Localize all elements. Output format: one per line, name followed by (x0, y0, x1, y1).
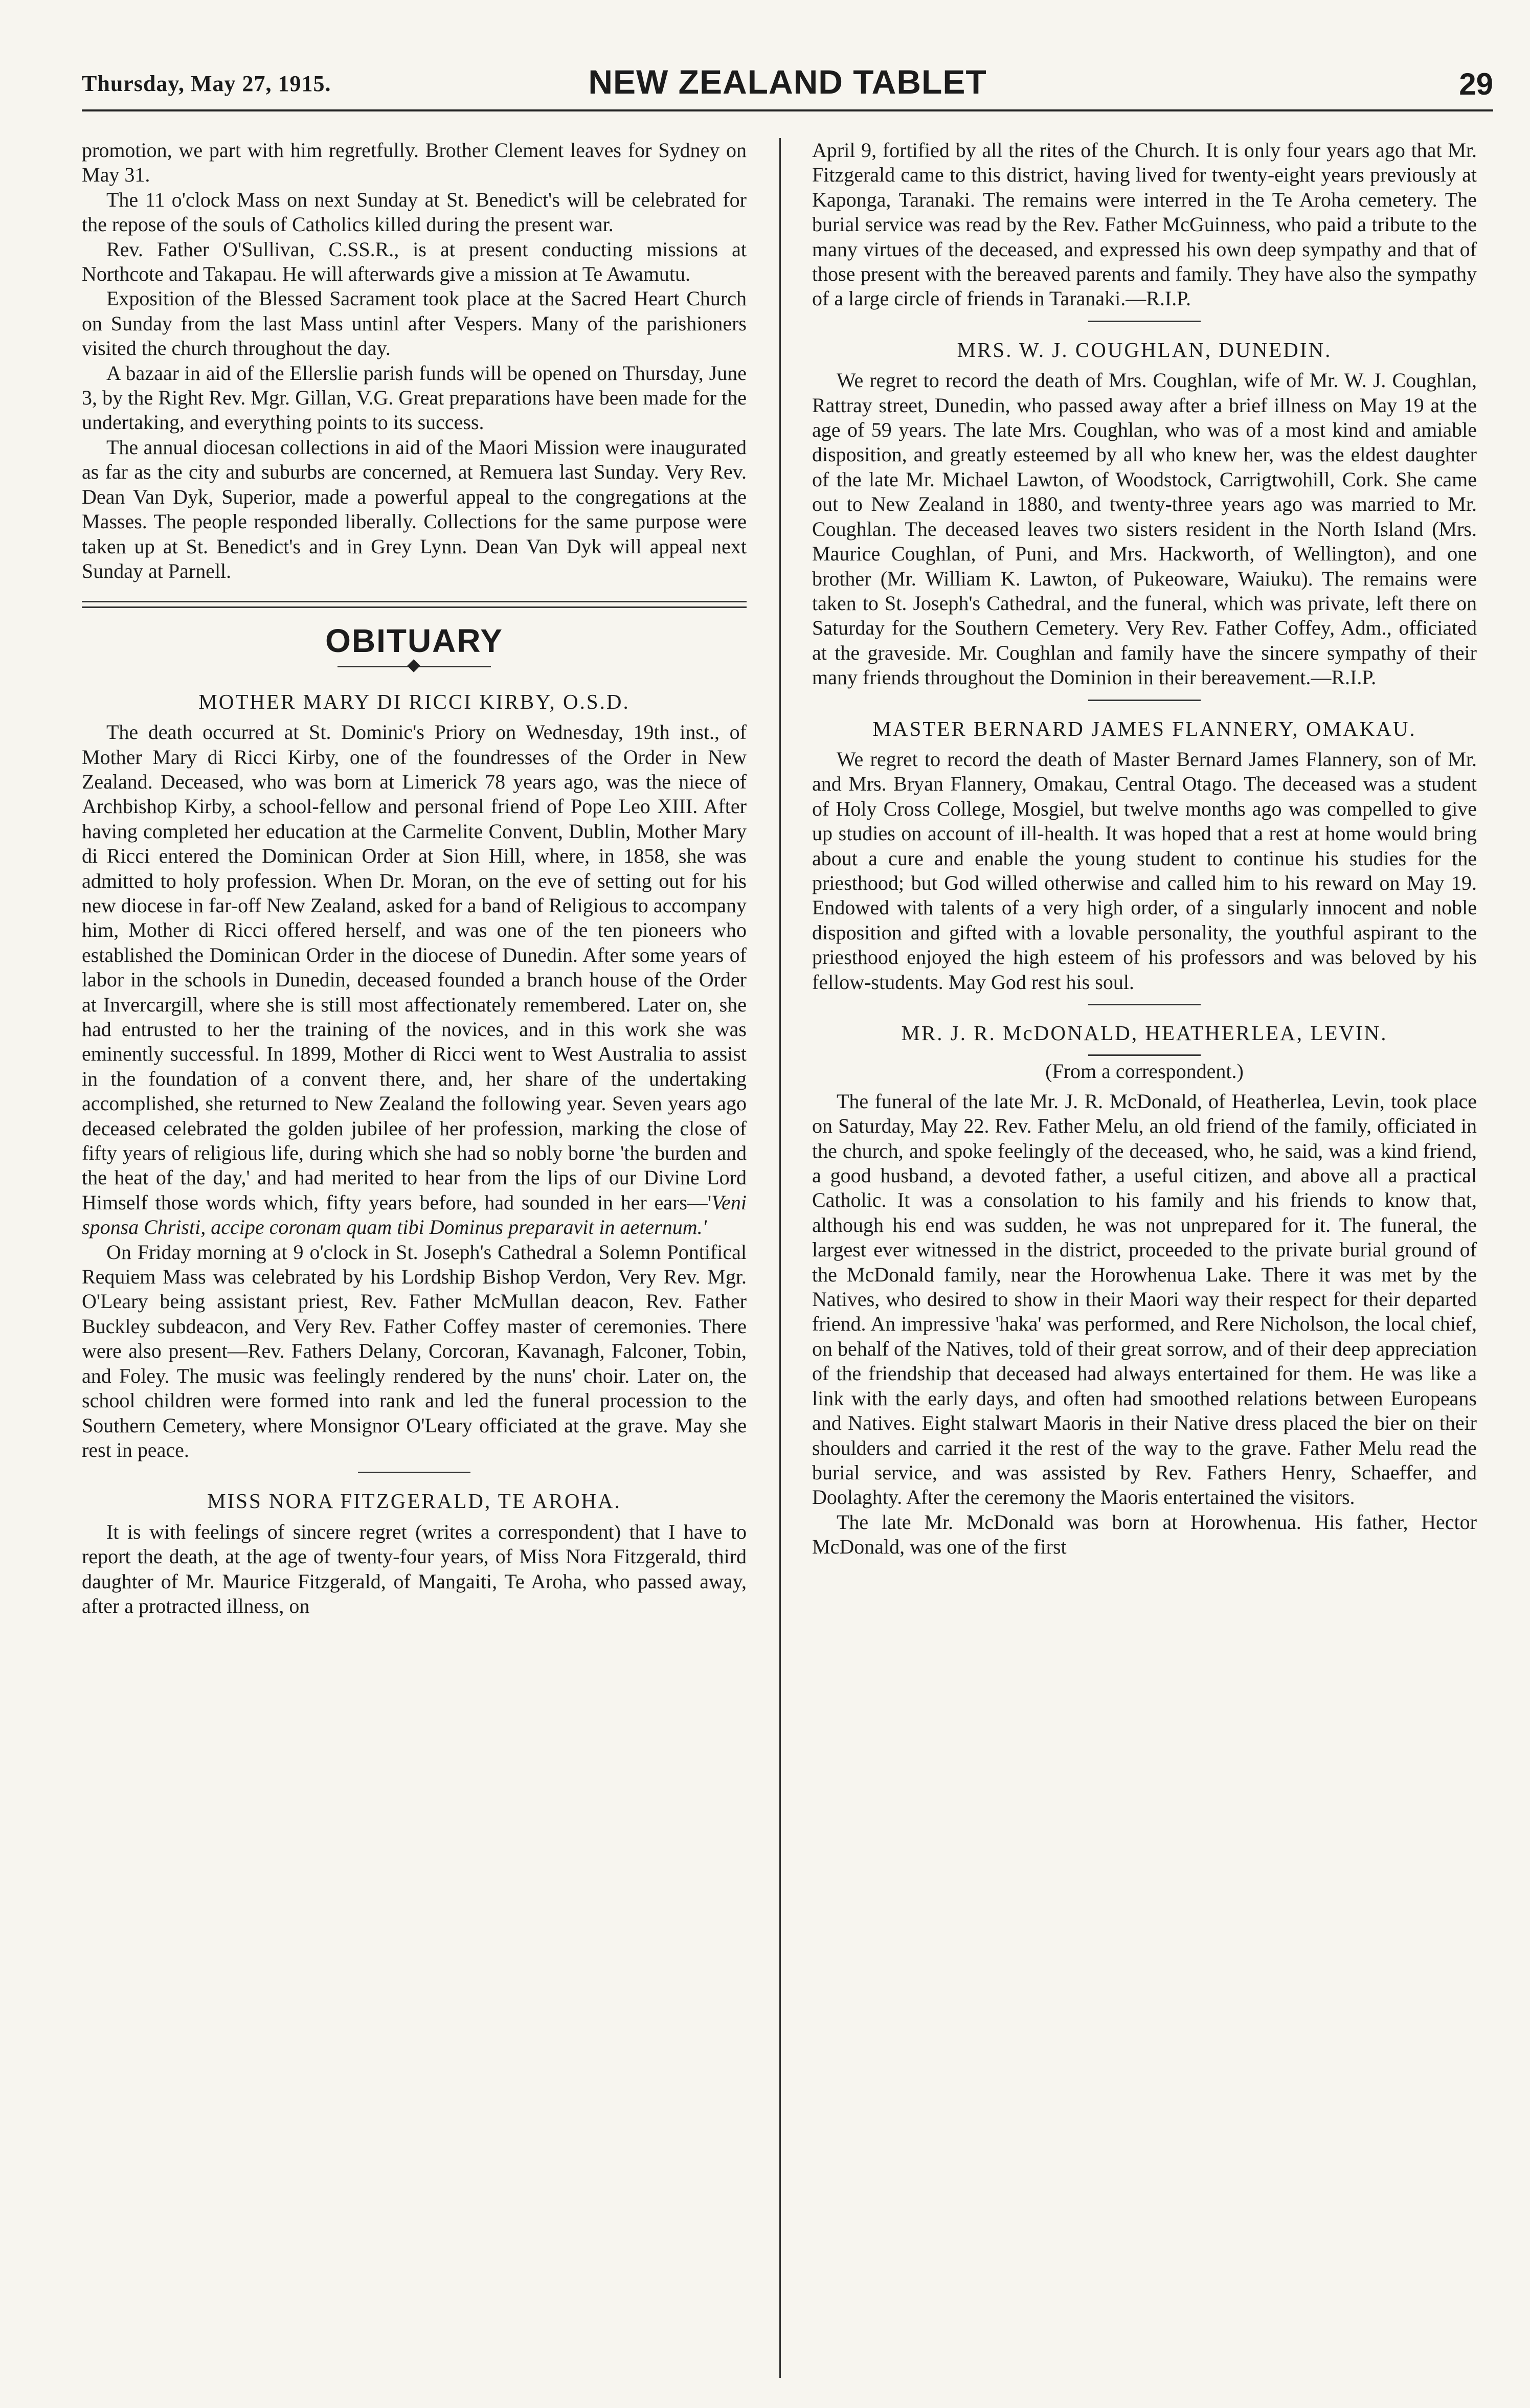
obituary-paragraph: The funeral of the late Mr. J. R. McDonald, of Heatherlea, Levin, took place on Saturday, May 22. Rev. Father Melu, an old friend of the family, officiated in the church, and spoke feelingly of the deceased, who, he said, was a kind friend, a good husband, a devoted father, a useful citizen, and above all a practical Catholic. It was a consolation to his family and his friends to know that, although his end was sudden, he was not unprepared for it. The funeral, the largest ever witnessed in the district, proceeded to the private burial ground of the McDonald family, near the Horowhenua Lake. There it was met by the Natives, who desired to show in their Maori way their respect for their departed friend. An impressive 'haka' was performed, and Rere Nicholson, the local chief, on behalf of the Natives, told of their great sorrow, and of their deep appreciation of the friendship that deceased had always entertained for them. He was like a link with the early days, and often had smoothed relations between Europeans and Natives. Eight stalwart Maoris in their Native dress placed the bier on their shoulders and carried it the rest of the way to the grave. Father Melu read the burial service, and was assisted by Rev. Fathers Henry, Schaeffer, and Doolaghty. After the ceremony the Maoris entertained the visitors. (812, 1089, 1477, 1509)
issue-date: Thursday, May 27, 1915. (82, 71, 331, 96)
obituary-heading-fitzgerald: MISS NORA FITZGERALD, TE AROHA. (207, 1489, 621, 1513)
masthead (82, 61, 1493, 112)
intro-paragraph: A bazaar in aid of the Ellerslie parish funds will be opened on Thursday, June 3, by the Right Rev. Mgr. Gillan, V.G. Great preparations have been made for the undertaking, and everything points to its success. (82, 361, 747, 434)
short-divider (1088, 321, 1201, 322)
correspondent-note: (From a correspondent.) (1045, 1060, 1244, 1083)
page-number: 29 (1459, 67, 1493, 101)
newspaper-title: NEW ZEALAND TABLET (588, 63, 987, 101)
obituary-paragraph: We regret to record the death of Mrs. Coughlan, wife of Mr. W. J. Coughlan, Rattray street, Dunedin, who passed away after a brief illness on May 19 at the age of 59 years. The late Mrs. Coughlan, who was of a most kind and amiable disposition, and greatly esteemed by all who knew her, was the eldest daughter of the late Mr. Michael Lawton, of Woodstock, Carrigtwohill, Cork. She came out to New Zealand in 1880, and twenty-three years ago was married to Mr. Coughlan. The deceased leaves two sisters resident in the North Island (Mrs. Maurice Coughlan, of Puni, and Mrs. Hackworth, of Wellington), and one brother (Mr. William K. Lawton, of Pukeoware, Waiuku). The remains were taken to St. Joseph's Cathedral, and the funeral, which was private, left there on Saturday for the Southern Cemetery. Very Rev. Father Coffey, Adm., officiated at the graveside. Mr. Coughlan and family have the sincere sympathy of their many friends throughout the Dominion in their bereavement.—R.I.P. (812, 369, 1477, 689)
intro-paragraph: Exposition of the Blessed Sacrament took place at the Sacred Heart Church on Sunday from the last Mass untinl after Vespers. Many of the parishioners visited the church throughout the day. (82, 287, 747, 360)
obituary-paragraph: The death occurred at St. Dominic's Priory on Wednesday, 19th inst., of Mother Mary di Ricci Kirby, one of the foundresses of the Order in New Zealand. Deceased, who was born at Limerick 78 years ago, was the niece of Archbishop Kirby, a school-fellow and personal friend of Pope Leo XIII. After having completed her education at the Carmelite Convent, Dublin, Mother Mary di Ricci entered the Dominican Order at Sion Hill, where, in 1858, she was admitted to holy profession. When Dr. Moran, on the eve of setting out for his new diocese in far-off New Zealand, asked for a band of Religious to accompany him, Mother di Ricci offered herself, and was one of the ten pioneers who established the Dominican Order in the diocese of Dunedin. After some years of labor in the schools in Dunedin, deceased founded a branch house of the Order at Invercargill, where she is still most affectionately remembered. Later on, she had entrusted to her the training of the novices, and in this work she was eminently successful. In 1899, Mother di Ricci went to West Australia to assist in the foundation of a convent there, and, her share of the undertaking accomplished, she returned to New Zealand the following year. Seven years ago deceased celebrated the golden jubilee of her profession, marking the close of fifty years of religious life, during which she had so nobly borne 'the burden and the heat of the day,' and had merited to hear from the lips of our Divine Lord Himself those words which, fifty years before, had sounded in her ears—'Veni sponsa Christi, accipe coronam quam tibi Dominus preparavit in aeternum.' (82, 721, 747, 1239)
intro-paragraph: The 11 o'clock Mass on next Sunday at St. Benedict's will be celebrated for the repose of the souls of Catholics killed during the present war. (82, 188, 747, 236)
newspaper-page (82, 61, 1493, 2383)
obituary-paragraph: The late Mr. McDonald was born at Horowhenua. His father, Hector McDonald, was one of the first (812, 1510, 1477, 1559)
obituary-paragraph: On Friday morning at 9 o'clock in St. Joseph's Cathedral a Solemn Pontifical Requiem Mass was celebrated by his Lordship Bishop Verdon, Very Rev. Mgr. O'Leary being assistant priest, Rev. Father McMullan deacon, Rev. Father Buckley subdeacon, and Very Rev. Father Coffey master of ceremonies. There were also present—Rev. Fathers Delany, Corcoran, Kavanagh, Falconer, Tobin, and Foley. The music was feelingly rendered by the nuns' choir. Later on, the school children were formed into rank and led the funeral procession to the Southern Cemetery, where Monsignor O'Leary officiated at the grave. May she rest in peace. (82, 1240, 747, 1461)
obituary-heading-ricci: MOTHER MARY DI RICCI KIRBY, O.S.D. (198, 689, 630, 713)
left-column (82, 138, 747, 2378)
ornament-divider (338, 659, 491, 674)
obituary-heading-mcdonald: MR. J. R. McDONALD, HEATHERLEA, LEVIN. (901, 1021, 1388, 1045)
obituary-section-title: OBITUARY (325, 622, 503, 660)
intro-paragraph: The annual diocesan collections in aid of the Maori Mission were inaugurated as far as the city and suburbs are concerned, at Remuera last Sunday. Very Rev. Dean Van Dyk, Superior, made a powerful appeal to the congregations at the Masses. The people responded liberally. Collections for the same purpose were taken up at St. Benedict's and in Grey Lynn. Dean Van Dyk will appeal next Sunday at Parnell. (82, 435, 747, 582)
obituary-paragraph: April 9, fortified by all the rites of the Church. It is only four years ago that Mr. Fitzgerald came to this district, having lived for twenty-eight years previously at Kaponga, Taranaki. The remains were interred in the Te Aroha cemetery. The burial service was read by the Rev. Father McGuinness, who paid a tribute to the many virtues of the deceased, and expressed his own deep sympathy and that of those present with the bereaved parents and family. They have also the sympathy of a large circle of friends in Taranaki.—R.I.P. (812, 139, 1477, 310)
latin-quote: Veni sponsa Christi, accipe coronam quam tibi Dominus preparavit in aeternum.' (82, 1190, 747, 1239)
section-divider (82, 601, 747, 608)
short-divider (1088, 1054, 1201, 1056)
right-column (812, 138, 1477, 2378)
short-divider (1088, 700, 1201, 701)
intro-paragraph: promotion, we part with him regretfully. Brother Clement leaves for Sydney on May 31. (82, 139, 747, 187)
obituary-heading-coughlan: MRS. W. J. COUGHLAN, DUNEDIN. (957, 337, 1332, 362)
obituary-heading-flannery: MASTER BERNARD JAMES FLANNERY, OMAKAU. (872, 716, 1416, 740)
short-divider (1088, 1004, 1201, 1005)
obituary-paragraph: It is with feelings of sincere regret (writes a correspondent) that I have to report the death, at the age of twenty-four years, of Miss Nora Fitzgerald, third daughter of Mr. Maurice Fitzgerald, of Mangaiti, Te Aroha, who passed away, after a protracted illness, on (82, 1520, 747, 1617)
masthead-rule (82, 109, 1493, 111)
obituary-paragraph: We regret to record the death of Master Bernard James Flannery, son of Mr. and Mrs. Bryan Flannery, Omakau, Central Otago. The deceased was a student of Holy Cross College, Mosgiel, but twelve months ago was compelled to give up studies on account of ill-health. It was hoped that a rest at home would bring about a cure and enable the young student to continue his studies for the priesthood; but God willed otherwise and called him to his reward on May 19. Endowed with talents of a very high order, of a singularly innocent and noble disposition and gifted with a lovable personality, the youthful aspirant to the priesthood enjoyed the high esteem of his professors and was beloved by his fellow-students. May God rest his soul. (812, 747, 1477, 994)
diamond-ornament-icon (407, 659, 420, 672)
intro-paragraph: Rev. Father O'Sullivan, C.SS.R., is at present conducting missions at Northcote and Takapau. He will afterwards give a mission at Te Awamutu. (82, 237, 747, 286)
column-divider (779, 138, 781, 2378)
short-divider (358, 1472, 470, 1473)
